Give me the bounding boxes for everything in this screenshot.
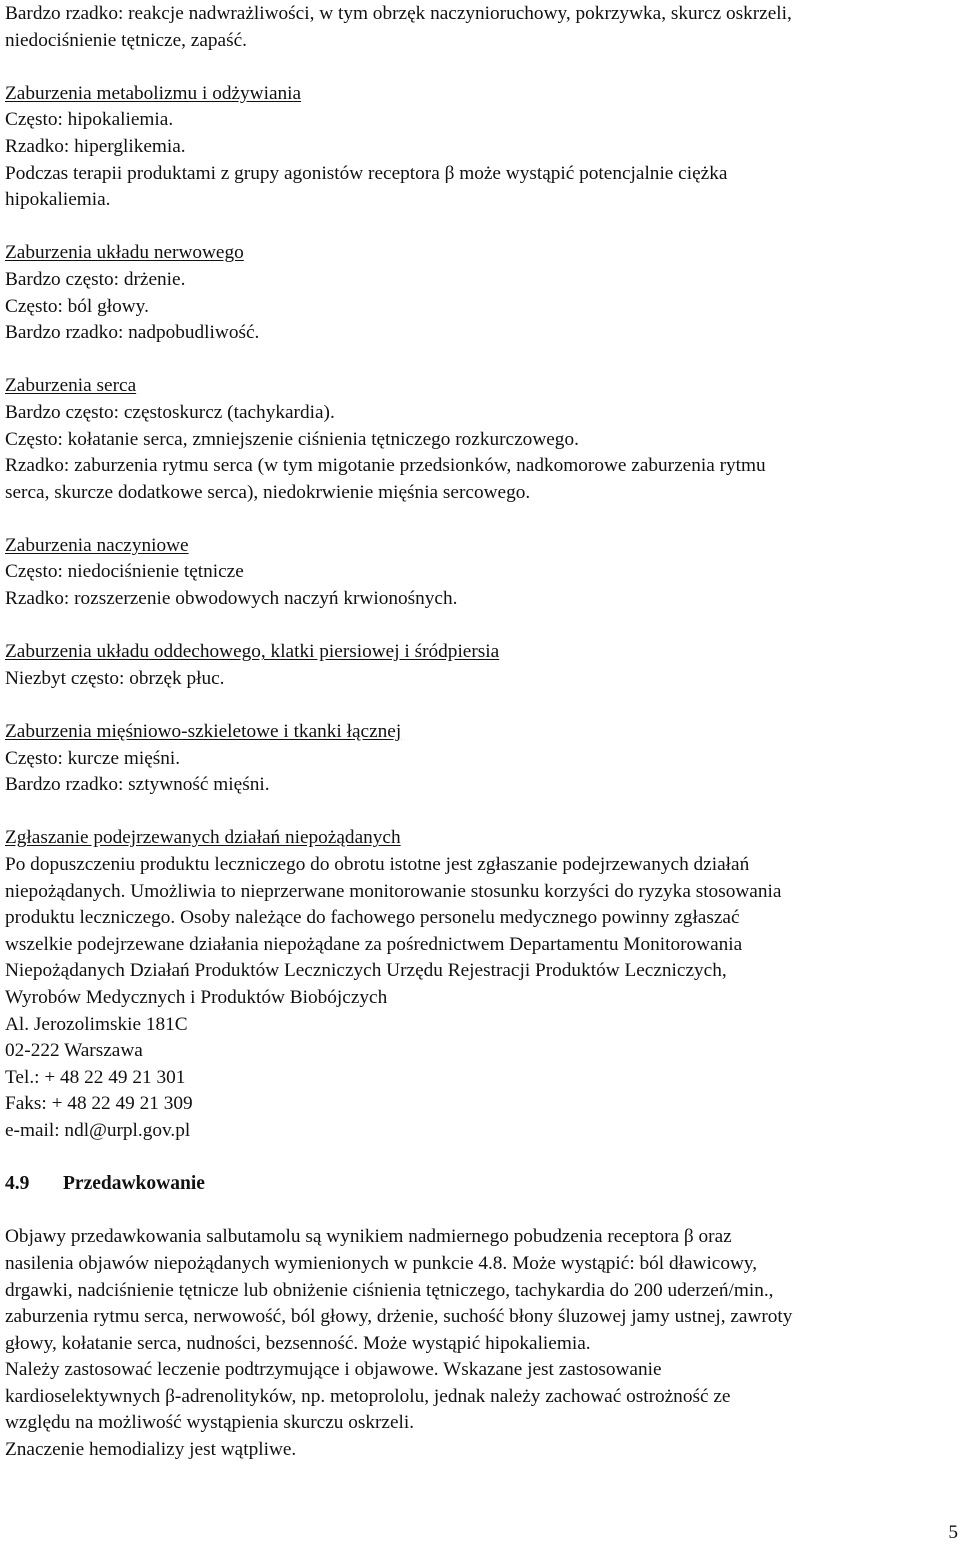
text-line: hipokaliemia. <box>5 189 111 211</box>
address-line: 02-222 Warszawa <box>5 1040 143 1062</box>
text-line: Często: ból głowy. <box>5 295 149 317</box>
section-heart <box>5 373 955 506</box>
section-respiratory <box>5 639 955 692</box>
text-line: Często: kołatanie serca, zmniejszenie ciśnienia tętniczego rozkurczowego. <box>5 428 579 450</box>
address-line: Al. Jerozolimskie 181C <box>5 1013 188 1035</box>
page-number: 5 <box>948 1522 958 1543</box>
text-line: zaburzenia rytmu serca, nerwowość, ból głowy, drżenie, suchość błony śluzowej jamy ustnej, zawroty <box>5 1306 793 1328</box>
section-musculoskeletal <box>5 719 955 799</box>
document-page <box>5 0 955 1464</box>
section-title: Zaburzenia metabolizmu i odżywiania <box>5 82 302 104</box>
text-line: Rzadko: rozszerzenie obwodowych naczyń krwionośnych. <box>5 588 458 610</box>
email-line: e-mail: ndl@urpl.gov.pl <box>5 1119 191 1141</box>
text-line: względu na możliwość wystąpienia skurczu oskrzeli. <box>5 1412 415 1434</box>
text-line: Podczas terapii produktami z grupy agonistów receptora β może wystąpić potencjalnie ciężka <box>5 162 728 184</box>
section-heading-title: Przedawkowanie <box>63 1173 205 1195</box>
section-metabolism <box>5 81 955 214</box>
text-line: Często: niedociśnienie tętnicze <box>5 561 244 583</box>
text-line: Rzadko: zaburzenia rytmu serca (w tym migotanie przedsionków, nadkomorowe zaburzenia rytmu <box>5 455 766 477</box>
section-title: Zaburzenia serca <box>5 375 137 397</box>
fax-line: Faks: + 48 22 49 21 309 <box>5 1093 193 1115</box>
text-line: Bardzo rzadko: sztywność mięśni. <box>5 774 270 796</box>
text-line: nasilenia objawów niepożądanych wymienionych w punkcie 4.8. Może wystąpić: ból dławicowy, <box>5 1252 758 1274</box>
text-line: Znaczenie hemodializy jest wątpliwe. <box>5 1439 297 1461</box>
section-vascular <box>5 533 955 613</box>
text-line: wszelkie podejrzewane działania niepożądane za pośrednictwem Departamentu Monitorowania <box>5 933 743 955</box>
text-line: Wyrobów Medycznych i Produktów Biobójczych <box>5 986 388 1008</box>
text-line: serca, skurcze dodatkowe serca), niedokrwienie mięśnia sercowego. <box>5 481 531 503</box>
section-title: Zaburzenia układu nerwowego <box>5 242 244 264</box>
section-number: 4.9 <box>5 1173 30 1195</box>
section-title: Zaburzenia układu oddechowego, klatki piersiowej i śródpiersia <box>5 641 500 663</box>
section-title: Zaburzenia naczyniowe <box>5 534 189 556</box>
text-line: głowy, kołatanie serca, nudności, bezsenność. Może wystąpić hipokaliemia. <box>5 1332 591 1354</box>
text-line: Bardzo często: drżenie. <box>5 268 186 290</box>
phone-line: Tel.: + 48 22 49 21 301 <box>5 1066 186 1088</box>
text-line: Należy zastosować leczenie podtrzymujące i objawowe. Wskazane jest zastosowanie <box>5 1359 662 1381</box>
section-reporting <box>5 825 955 1144</box>
text-line: niedociśnienie tętnicze, zapaść. <box>5 29 247 51</box>
text-line: Niepożądanych Działań Produktów Leczniczych Urzędu Rejestracji Produktów Leczniczych, <box>5 960 727 982</box>
text-line: Często: kurcze mięśni. <box>5 747 181 769</box>
text-line: Bardzo rzadko: reakcje nadwrażliwości, w tym obrzęk naczynioruchowy, pokrzywka, skurcz oskrzeli, <box>5 3 792 24</box>
text-line: Często: hipokaliemia. <box>5 109 174 131</box>
text-line: Niezbyt często: obrzęk płuc. <box>5 667 225 689</box>
text-line: Po dopuszczeniu produktu leczniczego do obrotu istotne jest zgłaszanie podejrzewanych działań <box>5 854 750 875</box>
text-line: Bardzo często: częstoskurcz (tachykardia). <box>5 401 335 423</box>
text-line: kardioselektywnych β-adrenolityków, np. metoprololu, jednak należy zachować ostrożność ze <box>5 1385 731 1407</box>
text-line: Objawy przedawkowania salbutamolu są wynikiem nadmiernego pobudzenia receptora β oraz <box>5 1226 732 1248</box>
text-line: niepożądanych. Umożliwia to nieprzerwane monitorowanie stosunku korzyści do ryzyka stosowania <box>5 880 782 902</box>
hypersensitivity-block <box>5 1 955 54</box>
section-title: Zgłaszanie podejrzewanych działań niepożądanych <box>5 827 401 849</box>
text-line: Rzadko: hiperglikemia. <box>5 135 186 157</box>
text-line: drgawki, nadciśnienie tętnicze lub obniżenie ciśnienia tętniczego, tachykardia do 200 uderzeń/min., <box>5 1279 774 1301</box>
section-nervous <box>5 240 955 346</box>
text-line: produktu leczniczego. Osoby należące do fachowego personelu medycznego powinny zgłaszać <box>5 907 740 929</box>
section-title: Zaburzenia mięśniowo-szkieletowe i tkanki łącznej <box>5 721 402 743</box>
text-line: Bardzo rzadko: nadpobudliwość. <box>5 322 260 344</box>
section-heading <box>5 1171 955 1198</box>
section-overdose <box>5 1171 955 1464</box>
